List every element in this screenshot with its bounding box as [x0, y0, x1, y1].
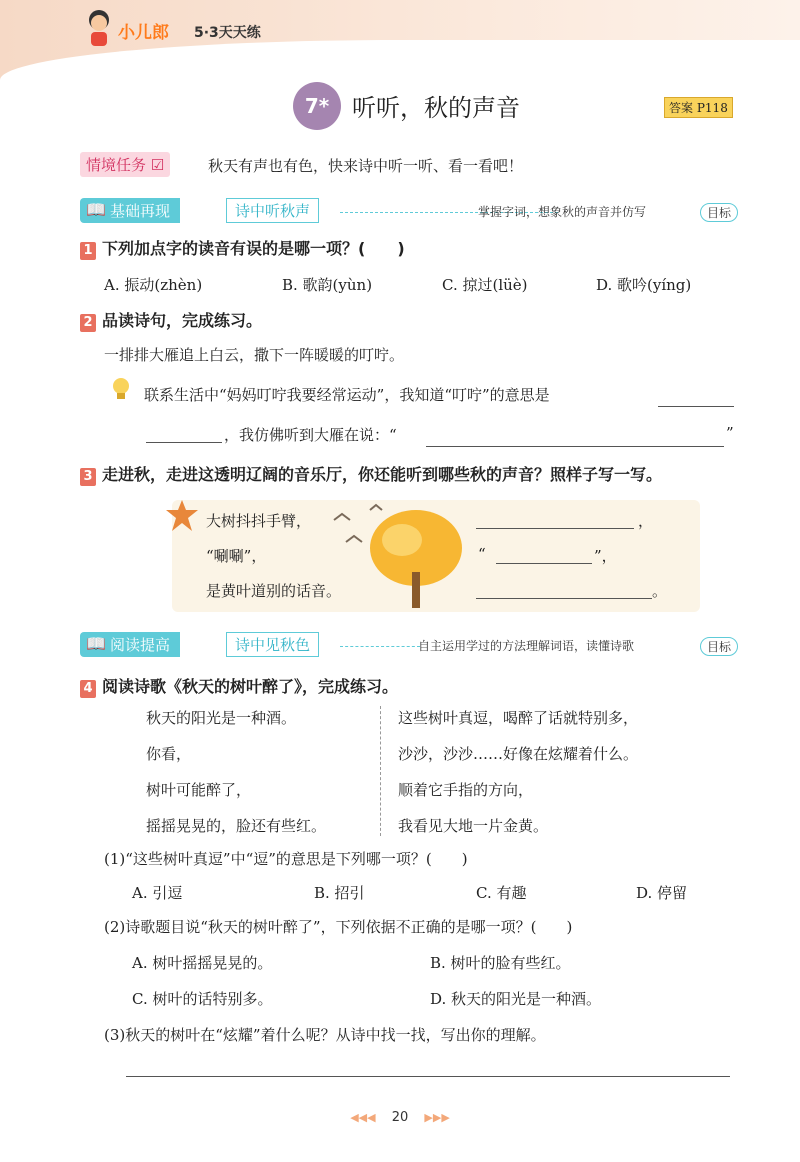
question-2-text: 品读诗句，完成练习。 [102, 311, 263, 330]
question-3-number: 3 [80, 468, 96, 486]
q4-sub1-option-b[interactable]: B. 招引 [314, 884, 365, 902]
poem-right-line: 我看见大地一片金黄。 [398, 817, 549, 835]
poem-left-line: 秋天的阳光是一种酒。 [146, 709, 297, 727]
question-2 [80, 308, 262, 332]
q2-line2: ，我仿佛听到大雁在说：“ [224, 426, 397, 444]
question-2-number: 2 [80, 314, 96, 332]
lesson-title: 听听，秋的声音 [352, 94, 520, 122]
question-4 [80, 674, 398, 698]
q1-option-a[interactable]: A. 振动(zhèn) [104, 276, 203, 294]
task-label: 情境任务 [86, 156, 147, 174]
page-footer [0, 1110, 800, 1125]
q1-option-d[interactable]: D. 歌吟(yíng) [596, 276, 692, 294]
birds-icon [330, 500, 390, 550]
q4-sub1-option-a[interactable]: A. 引逗 [132, 884, 183, 902]
poem-left-line: 树叶可能醉了， [146, 781, 252, 799]
book-icon: 📖 [86, 200, 106, 219]
q4-sub2-option-b[interactable]: B. 树叶的脸有些红。 [430, 954, 571, 972]
q3-example-line3: 是黄叶道别的话音。 [206, 582, 342, 600]
series-title: 5·3天天练 [194, 25, 261, 41]
q1-option-c[interactable]: C. 掠过(lüè) [442, 276, 528, 294]
task-text: 秋天有声也有色，快来诗中听一听、看一看吧！ [208, 157, 524, 175]
q4-sub1-option-d[interactable]: D. 停留 [636, 884, 688, 902]
q1-option-b[interactable]: B. 歌韵(yùn) [282, 276, 373, 294]
q3-mark-comma: ， [638, 512, 654, 530]
lightbulb-icon [110, 376, 132, 402]
question-1-text: 下列加点字的读音有误的是哪一项？( ) [102, 239, 405, 258]
q4-sub2-option-a[interactable]: A. 树叶摇摇晃晃的。 [132, 954, 273, 972]
q4-sub2-option-d[interactable]: D. 秋天的阳光是一种酒。 [430, 990, 602, 1008]
poem-right-line: 顺着它手指的方向， [398, 781, 534, 799]
book-icon: 📖 [86, 634, 106, 653]
q3-mark-close-quote: ”， [594, 547, 617, 565]
section-reading-label: 阅读提高 [80, 632, 180, 657]
check-icon: ☑ [150, 156, 165, 174]
question-4-text: 阅读诗歌《秋天的树叶醉了》，完成练习。 [102, 677, 399, 696]
question-4-number: 4 [80, 680, 96, 698]
q2-line1: 联系生活中“妈妈叮咛我要经常运动”，我知道“叮咛”的意思是 [144, 386, 550, 404]
question-1 [80, 236, 405, 260]
q3-example-line1: 大树抖抖手臂， [206, 512, 312, 530]
right-arrows-icon: ▶▶▶ [424, 1111, 450, 1124]
question-3 [80, 462, 662, 486]
q2-quote: 一排排大雁追上白云，撒下一阵暖暖的叮咛。 [104, 346, 405, 364]
section-basic-goal: 目标 [700, 203, 738, 222]
section-reading-subtitle: 诗中见秋色 [226, 632, 319, 657]
question-1-number: 1 [80, 242, 96, 260]
q4-sub1-option-c[interactable]: C. 有趣 [476, 884, 527, 902]
answer-label: 答案 [669, 101, 694, 115]
section-reading [80, 632, 740, 656]
poem-right-line: 这些树叶真逗，喝醉了话就特别多， [398, 709, 639, 727]
q3-mark-period: 。 [652, 582, 668, 600]
q4-sub3-answer-line[interactable] [126, 1076, 730, 1077]
q3-blank-3[interactable] [476, 598, 652, 599]
mascot-icon [84, 8, 114, 50]
q3-example-line2: “唰唰”， [206, 547, 267, 565]
section-reading-goal: 目标 [700, 637, 738, 656]
left-arrows-icon: ◀◀◀ [350, 1111, 376, 1124]
lesson-number: 7* [293, 82, 341, 130]
section-basic-label: 基础再现 [80, 198, 180, 223]
page-number: 20 [391, 1110, 409, 1125]
poem-left-line: 你看， [146, 745, 192, 763]
q2-line2-end: ” [726, 424, 734, 442]
section-reading-divider [340, 646, 420, 647]
task-tag [80, 152, 170, 177]
question-3-text: 走进秋，走进这透明辽阔的音乐厅，你还能听到哪些秋的声音？照样子写一写。 [102, 465, 663, 484]
section-basic-note: 掌握字词，想象秋的声音并仿写 [478, 205, 647, 219]
section-basic-subtitle: 诗中听秋声 [226, 198, 319, 223]
q4-sub1-text: (1)“这些树叶真逗”中“逗”的意思是下列哪一项？( ) [104, 850, 468, 868]
poem-right-column [398, 700, 638, 844]
poem-divider [380, 706, 381, 836]
q3-blank-1[interactable] [476, 528, 634, 529]
q2-blank-goose-says[interactable] [426, 446, 724, 447]
q4-sub3-text: (3)秋天的树叶在“炫耀”着什么呢？从诗中找一找，写出你的理解。 [104, 1026, 546, 1044]
poem-right-line: 沙沙，沙沙……好像在炫耀着什么。 [398, 745, 639, 763]
maple-leaf-icon [164, 498, 200, 534]
brand-logo: 小儿郎 [118, 23, 169, 43]
q2-blank-meaning-2[interactable] [146, 442, 222, 443]
poem-left-line: 摇摇晃晃的，脸还有些红。 [146, 817, 327, 835]
section-reading-note: 自主运用学过的方法理解词语，读懂诗歌 [418, 639, 635, 653]
answer-page: P118 [696, 101, 728, 115]
q4-sub2-option-c[interactable]: C. 树叶的话特别多。 [132, 990, 273, 1008]
q3-mark-open-quote: “ [478, 545, 486, 563]
q3-blank-2[interactable] [496, 563, 592, 564]
poem-left-column [146, 700, 326, 844]
answer-reference[interactable] [664, 97, 733, 118]
q4-sub2-text: (2)诗歌题目说“秋天的树叶醉了”，下列依据不正确的是哪一项？( ) [104, 918, 573, 936]
q2-blank-meaning-1[interactable] [658, 406, 734, 407]
section-basic [80, 198, 740, 222]
